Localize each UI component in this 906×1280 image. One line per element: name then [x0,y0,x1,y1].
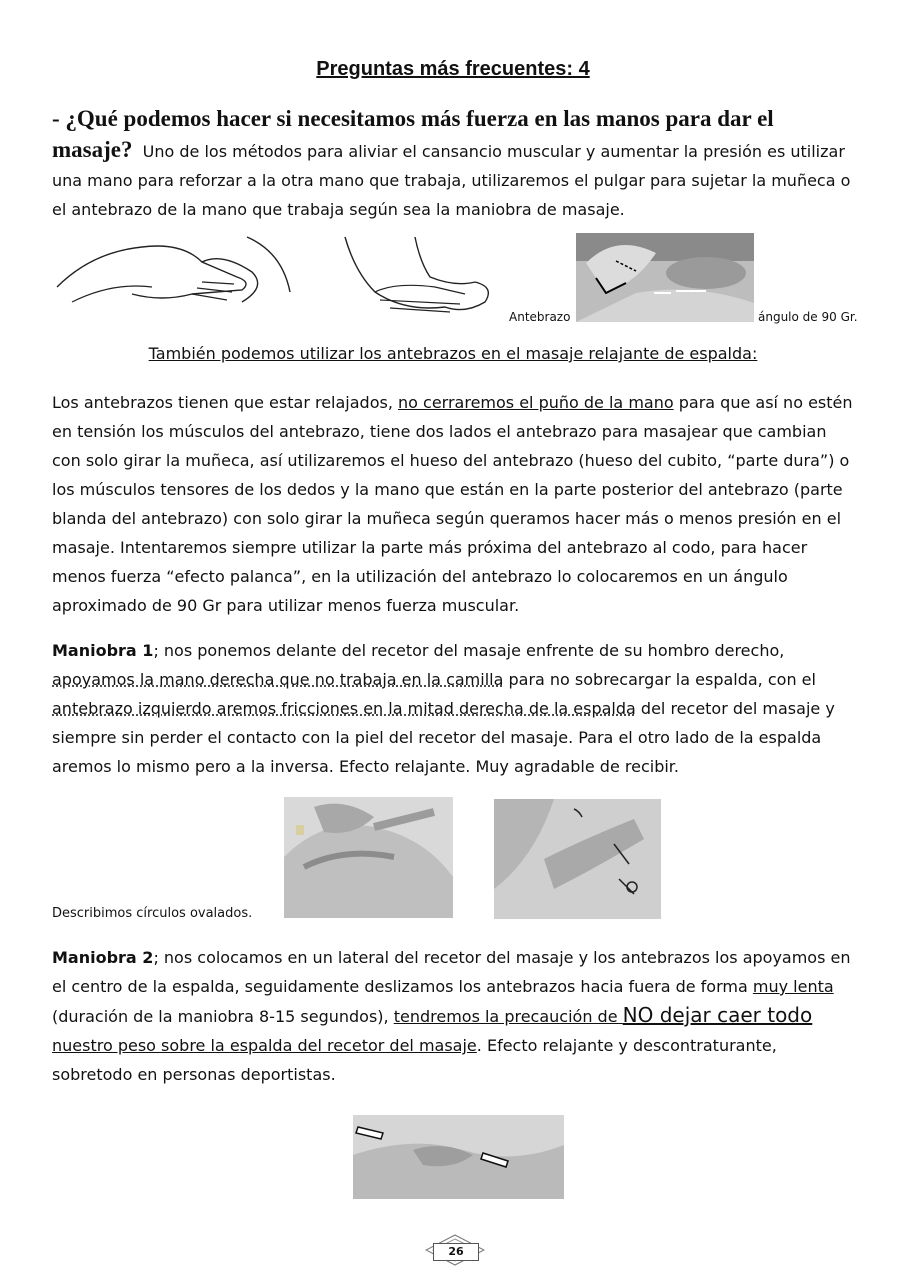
forearms-text-1: Los antebrazos tienen que estar relajados, [52,393,398,412]
maniobra2-text-3: . Efecto relajante y descontraturante, sobretodo en personas deportistas. [52,1036,777,1084]
maniobra2-text-1: ; nos colocamos en un lateral del recetor del masaje y los antebrazos los apoyamos en el centro de la espalda, seguidamente deslizamos los antebrazos hacia fuera de forma [52,948,851,996]
maniobra2-underlined-2c: nuestro peso sobre la espalda del recetor del masaje [52,1036,477,1055]
maniobra1-label: Maniobra 1 [52,641,154,660]
maniobra2-emphasis: NO dejar caer todo [622,1003,813,1027]
hand-sketch-1 [52,232,297,322]
forearms-text-underlined: no cerraremos el puño de la mano [398,393,674,412]
hand-sketch-2 [335,232,510,322]
forearms-text-2: para que así no estén en tensión los músculos del antebrazo, tiene dos lados el antebrazo para masajear que cambian con solo girar la muñeca, así utilizaremos el hueso del antebrazo (hueso del cubito, “parte dura”) o los músculos tensores de los dedos y la mano que están en la parte posterior del antebrazo (parte blanda del antebrazo) con solo girar la muñeca según queramos hacer más o menos presión en el masaje. Intentaremos siempre utilizar la parte más próxima del antebrazo al codo, para hacer menos fuerza “efecto palanca”, en la utilización del antebrazo lo colocaremos en un ángulo aproximado de 90 Gr para utilizar menos fuerza muscular. [52,393,853,615]
forearms-paragraph [52,388,858,620]
massage-photo-3 [353,1115,564,1199]
page-number: 26 [433,1243,479,1261]
maniobra2-underlined-2a: tendremos la precaución de [393,1007,623,1026]
page-title: Preguntas más frecuentes: 4 [316,58,590,80]
intro-text: Uno de los métodos para aliviar el cansancio muscular y aumentar la presión es utilizar una mano para reforzar a la otra mano que trabaja, utilizaremos el pulgar para sujetar la muñeca o el antebrazo de la mano que trabaja según sea la maniobra de masaje. [52,142,851,219]
intro-paragraph [52,104,858,224]
figure1-caption-right: ángulo de 90 Gr. [758,310,858,324]
maniobra1-text-1: ; nos ponemos delante del recetor del masaje enfrente de su hombro derecho, [153,641,785,660]
maniobra1-underlined-1: apoyamos la mano derecha que no trabaja en la camilla [52,670,504,689]
maniobra1-text-2: para no sobrecargar la espalda, con el [503,670,816,689]
maniobra2-text-2: (duración de la maniobra 8-15 segundos), [52,1007,394,1026]
massage-photo-2 [494,799,661,919]
maniobra1-underlined-2: antebrazo izquierdo aremos fricciones en la mitad derecha de la espalda [52,699,636,718]
massage-photo-1 [284,797,453,918]
question-heading: - ¿Qué podemos hacer si necesitamos más fuerza en las manos para dar el masaje? [52,106,774,162]
figure1-caption-left: Antebrazo [509,310,571,324]
forearm-photo [576,233,754,322]
figure2-caption: Describimos círculos ovalados. [52,906,253,921]
maniobra1-paragraph [52,636,858,781]
maniobra2-paragraph [52,943,858,1089]
section-subtitle: También podemos utilizar los antebrazos en el masaje relajante de espalda: [148,344,758,363]
maniobra2-label: Maniobra 2 [52,948,154,967]
maniobra2-underlined-1: muy lenta [752,977,834,996]
maniobra1-text-3: del recetor del masaje y siempre sin perder el contacto con la piel del recetor del masaje. Para el otro lado de la espalda aremos lo mismo pero a la inversa. Efecto relajante. Muy agradable de recibir. [52,699,835,776]
